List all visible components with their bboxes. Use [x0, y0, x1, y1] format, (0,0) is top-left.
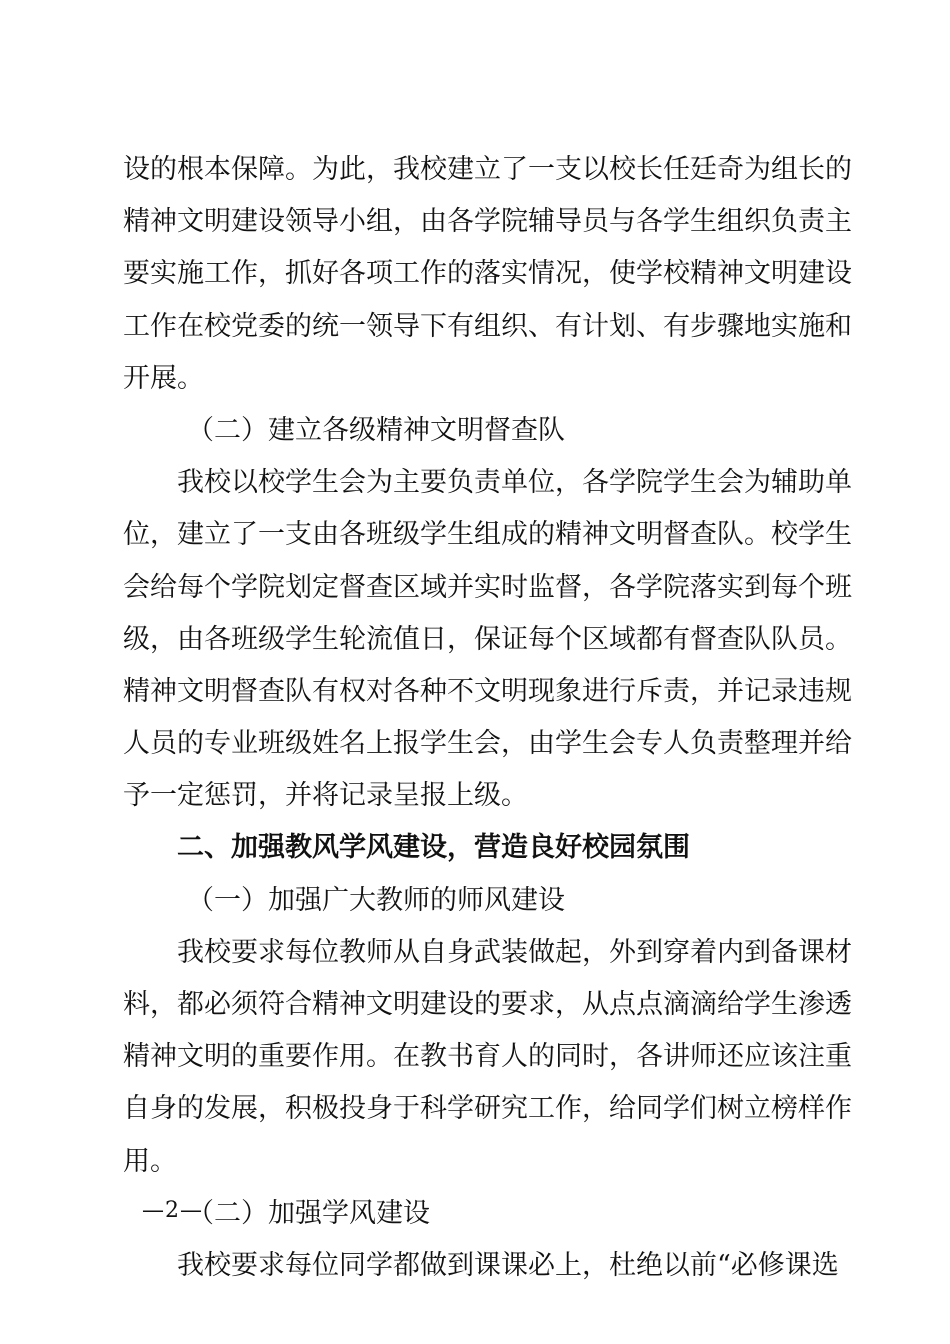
paragraph — [123, 927, 852, 1188]
text-line: 位，建立了一支由各班级学生组成的精神文明督查队。校学生 — [123, 519, 852, 551]
paragraph — [123, 1240, 839, 1292]
text-line: 我校以校学生会为主要负责单位，各学院学生会为辅助单 — [177, 467, 852, 499]
text-line: 精神文明建设领导小组，由各学院辅导员与各学生组织负责主 — [123, 206, 852, 238]
subheading: （二）加强学风建设 — [187, 1197, 430, 1229]
text-line: 人员的专业班级姓名上报学生会，由学生会专人负责整理并给 — [123, 728, 852, 760]
subheading: （一）加强广大教师的师风建设 — [187, 884, 565, 916]
text-line: 开展。 — [123, 362, 204, 394]
text-line: 予一定惩罚，并将记录呈报上级。 — [123, 780, 528, 812]
text-line: 要实施工作，抓好各项工作的落实情况，使学校精神文明建设 — [123, 258, 852, 290]
subheading: （二）建立各级精神文明督查队 — [187, 414, 565, 446]
page-number: —2— — [142, 1198, 203, 1223]
text-line: 设的根本保障。为此，我校建立了一支以校长任廷奇为组长的 — [123, 154, 852, 185]
text-line: 自身的发展，积极投身于科学研究工作，给同学们树立榜样作 — [123, 1093, 852, 1125]
text-line: 工作在校党委的统一领导下有组织、有计划、有步骤地实施和 — [123, 310, 852, 342]
text-line: 精神文明的重要作用。在教书育人的同时，各讲师还应该注重 — [123, 1041, 852, 1073]
text-line: 用。 — [123, 1145, 177, 1177]
text-line: 我校要求每位教师从自身武装做起，外到穿着内到备课材 — [177, 936, 852, 968]
paragraph — [123, 457, 852, 822]
text-line: 我校要求每位同学都做到课课必上，杜绝以前“必修课选 — [177, 1249, 839, 1281]
text-line: 料，都必须符合精神文明建设的要求，从点点滴滴给学生渗透 — [123, 989, 852, 1020]
text-line: 精神文明督查队有权对各种不文明现象进行斥责，并记录违规 — [123, 675, 852, 707]
section-heading: 二、加强教风学风建设，营造良好校园氛围 — [177, 832, 690, 864]
document-body — [123, 144, 852, 1292]
text-line: 级，由各班级学生轮流值日，保证每个区域都有督查队队员。 — [123, 623, 852, 655]
text-line: 会给每个学院划定督查区域并实时监督，各学院落实到每个班 — [123, 571, 852, 603]
paragraph — [123, 144, 852, 405]
